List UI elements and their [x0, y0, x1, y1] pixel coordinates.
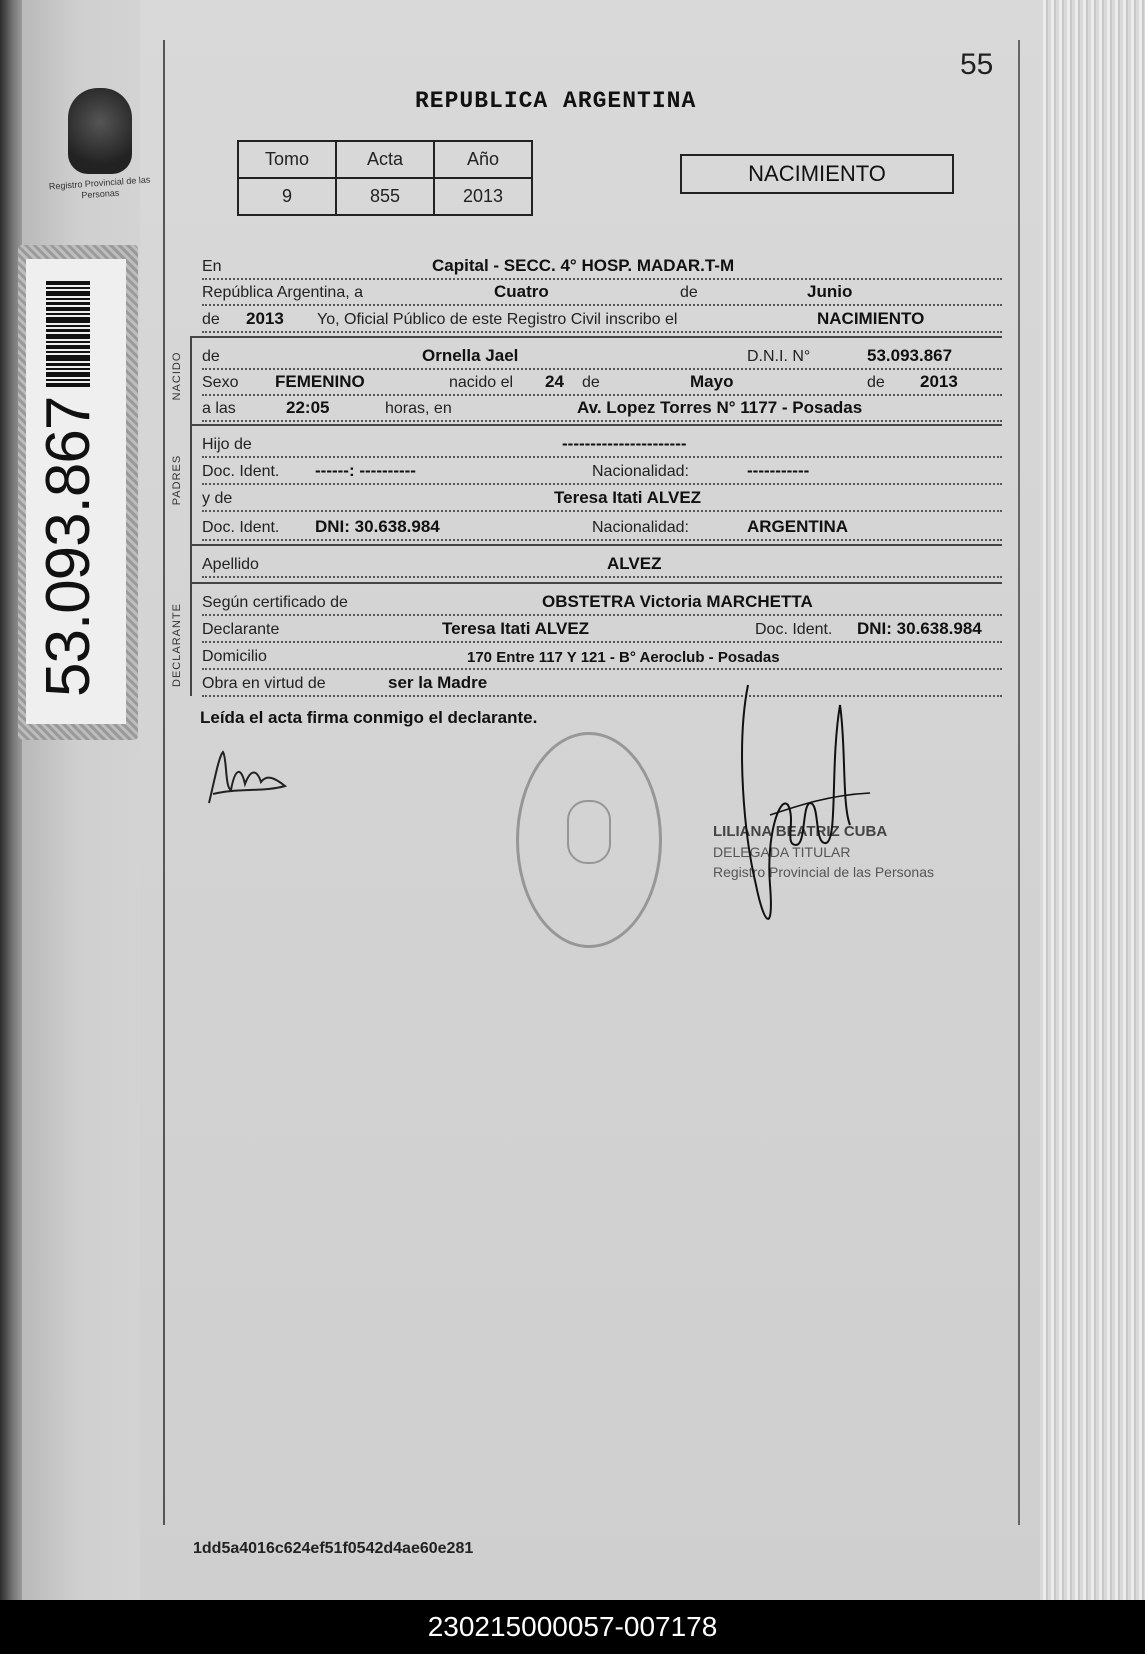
- field-label: nacido el: [449, 374, 514, 391]
- footer-code: 230215000057-007178: [0, 1600, 1145, 1654]
- officer-organization: Registro Provincial de las Personas: [713, 864, 934, 880]
- mother-line: [202, 482, 1002, 512]
- barcode-label: [18, 245, 138, 740]
- dni-value: 53.093.867: [867, 346, 953, 365]
- padres-section-tag: PADRES: [171, 454, 183, 506]
- table-cell: 855: [336, 178, 434, 215]
- year-value: 2013: [246, 309, 284, 328]
- field-label: Apellido: [202, 556, 259, 573]
- field-label: En: [202, 258, 222, 275]
- table-cell: 9: [238, 178, 336, 215]
- mother-value: Teresa Itati ALVEZ: [554, 488, 702, 507]
- year-line: [202, 303, 1002, 333]
- declarante-section-tag: DECLARANTE: [171, 603, 183, 687]
- field-label: Nacionalidad:: [592, 463, 689, 480]
- field-label: Yo, Oficial Público de este Registro Civil inscribo el: [317, 311, 678, 328]
- field-label: y de: [202, 490, 233, 507]
- inscribe-value: NACIMIENTO: [817, 309, 925, 328]
- surname-line: [202, 548, 1002, 578]
- field-label: Declarante: [202, 621, 280, 638]
- official-stamp: [516, 732, 662, 948]
- table-header: Año: [434, 141, 532, 178]
- field-label: Nacionalidad:: [592, 519, 689, 536]
- mother-nationality-value: ARGENTINA: [747, 517, 849, 536]
- father-line: [202, 428, 1002, 458]
- coat-of-arms-icon: [68, 88, 132, 174]
- birth-place-value: Av. Lopez Torres N° 1177 - Posadas: [577, 398, 863, 417]
- page-number: 55: [960, 48, 994, 81]
- day-value: Cuatro: [494, 282, 549, 301]
- field-label: de: [202, 348, 220, 365]
- time-line: [202, 392, 1002, 422]
- date-line: [202, 276, 1002, 306]
- father-value: ----------------------: [562, 434, 687, 453]
- field-label: de: [582, 374, 600, 391]
- field-label: de: [867, 374, 885, 391]
- field-label: Según certificado de: [202, 594, 348, 611]
- table-cell: 2013: [434, 178, 532, 215]
- mother-doc-value: DNI: 30.638.984: [315, 517, 440, 536]
- address-value: 170 Entre 117 Y 121 - B° Aeroclub - Posadas: [467, 649, 780, 666]
- name-value: Ornella Jael: [422, 346, 519, 365]
- field-label: Sexo: [202, 374, 239, 391]
- certificate-value: OBSTETRA Victoria MARCHETTA: [542, 592, 813, 611]
- field-label: a las: [202, 400, 236, 417]
- field-label: D.N.I. N°: [747, 348, 811, 365]
- label-number: 53.093.867: [33, 396, 103, 697]
- birth-month-value: Mayo: [690, 372, 734, 391]
- birth-time-value: 22:05: [286, 398, 330, 417]
- registry-logo: [45, 88, 155, 238]
- father-nationality-value: -----------: [747, 461, 810, 480]
- record-table: [237, 140, 533, 216]
- officer-name: LILIANA BEATRIZ CUBA: [713, 823, 888, 840]
- logo-text: Registro Provincial de las Personas: [48, 174, 151, 201]
- table-header: Acta: [336, 141, 434, 178]
- officer-signature: [740, 685, 890, 945]
- field-label: Obra en virtud de: [202, 675, 326, 692]
- place-value: Capital - SECC. 4° HOSP. MADAR.T-M: [432, 256, 735, 275]
- document-hash: 1dd5a4016c624ef51f0542d4ae60e281: [193, 1540, 474, 1557]
- declarant-signature: [205, 748, 295, 808]
- field-label: Domicilio: [202, 648, 267, 665]
- address-line: [202, 640, 1002, 670]
- officer-role: DELEGADA TITULAR: [713, 844, 851, 860]
- record-type-box: NACIMIENTO: [680, 154, 954, 194]
- father-doc-value: ------: ----------: [315, 461, 416, 480]
- birth-year-value: 2013: [920, 372, 958, 391]
- declarant-line: [202, 613, 1002, 643]
- table-header: Tomo: [238, 141, 336, 178]
- closing-statement: Leída el acta firma conmigo el declarante.: [200, 708, 538, 727]
- book-binding: [0, 0, 22, 1600]
- barcode-icon: [46, 281, 90, 387]
- surname-value: ALVEZ: [607, 554, 662, 573]
- field-label: de: [680, 284, 698, 301]
- field-label: Doc. Ident.: [202, 463, 280, 480]
- sex-value: FEMENINO: [275, 372, 365, 391]
- field-label: Hijo de: [202, 436, 252, 453]
- field-label: de: [202, 311, 220, 328]
- mother-doc-line: [202, 511, 1002, 541]
- field-label: horas, en: [385, 400, 452, 417]
- month-value: Junio: [807, 282, 853, 301]
- left-margin-rule: [163, 40, 165, 1525]
- father-doc-line: [202, 455, 1002, 485]
- birth-day-value: 24: [545, 372, 564, 391]
- page-edges: [1040, 0, 1145, 1600]
- nacido-section-tag: NACIDO: [171, 351, 183, 401]
- field-label: Doc. Ident.: [202, 519, 280, 536]
- declarant-doc-value: DNI: 30.638.984: [857, 619, 982, 638]
- capacity-value: ser la Madre: [388, 673, 488, 692]
- document-title: REPUBLICA ARGENTINA: [415, 88, 697, 114]
- field-label: República Argentina, a: [202, 284, 363, 301]
- declarant-value: Teresa Itati ALVEZ: [442, 619, 590, 638]
- right-margin-rule: [1018, 40, 1020, 1525]
- certificate-line: [202, 586, 1002, 616]
- field-label: Doc. Ident.: [755, 621, 833, 638]
